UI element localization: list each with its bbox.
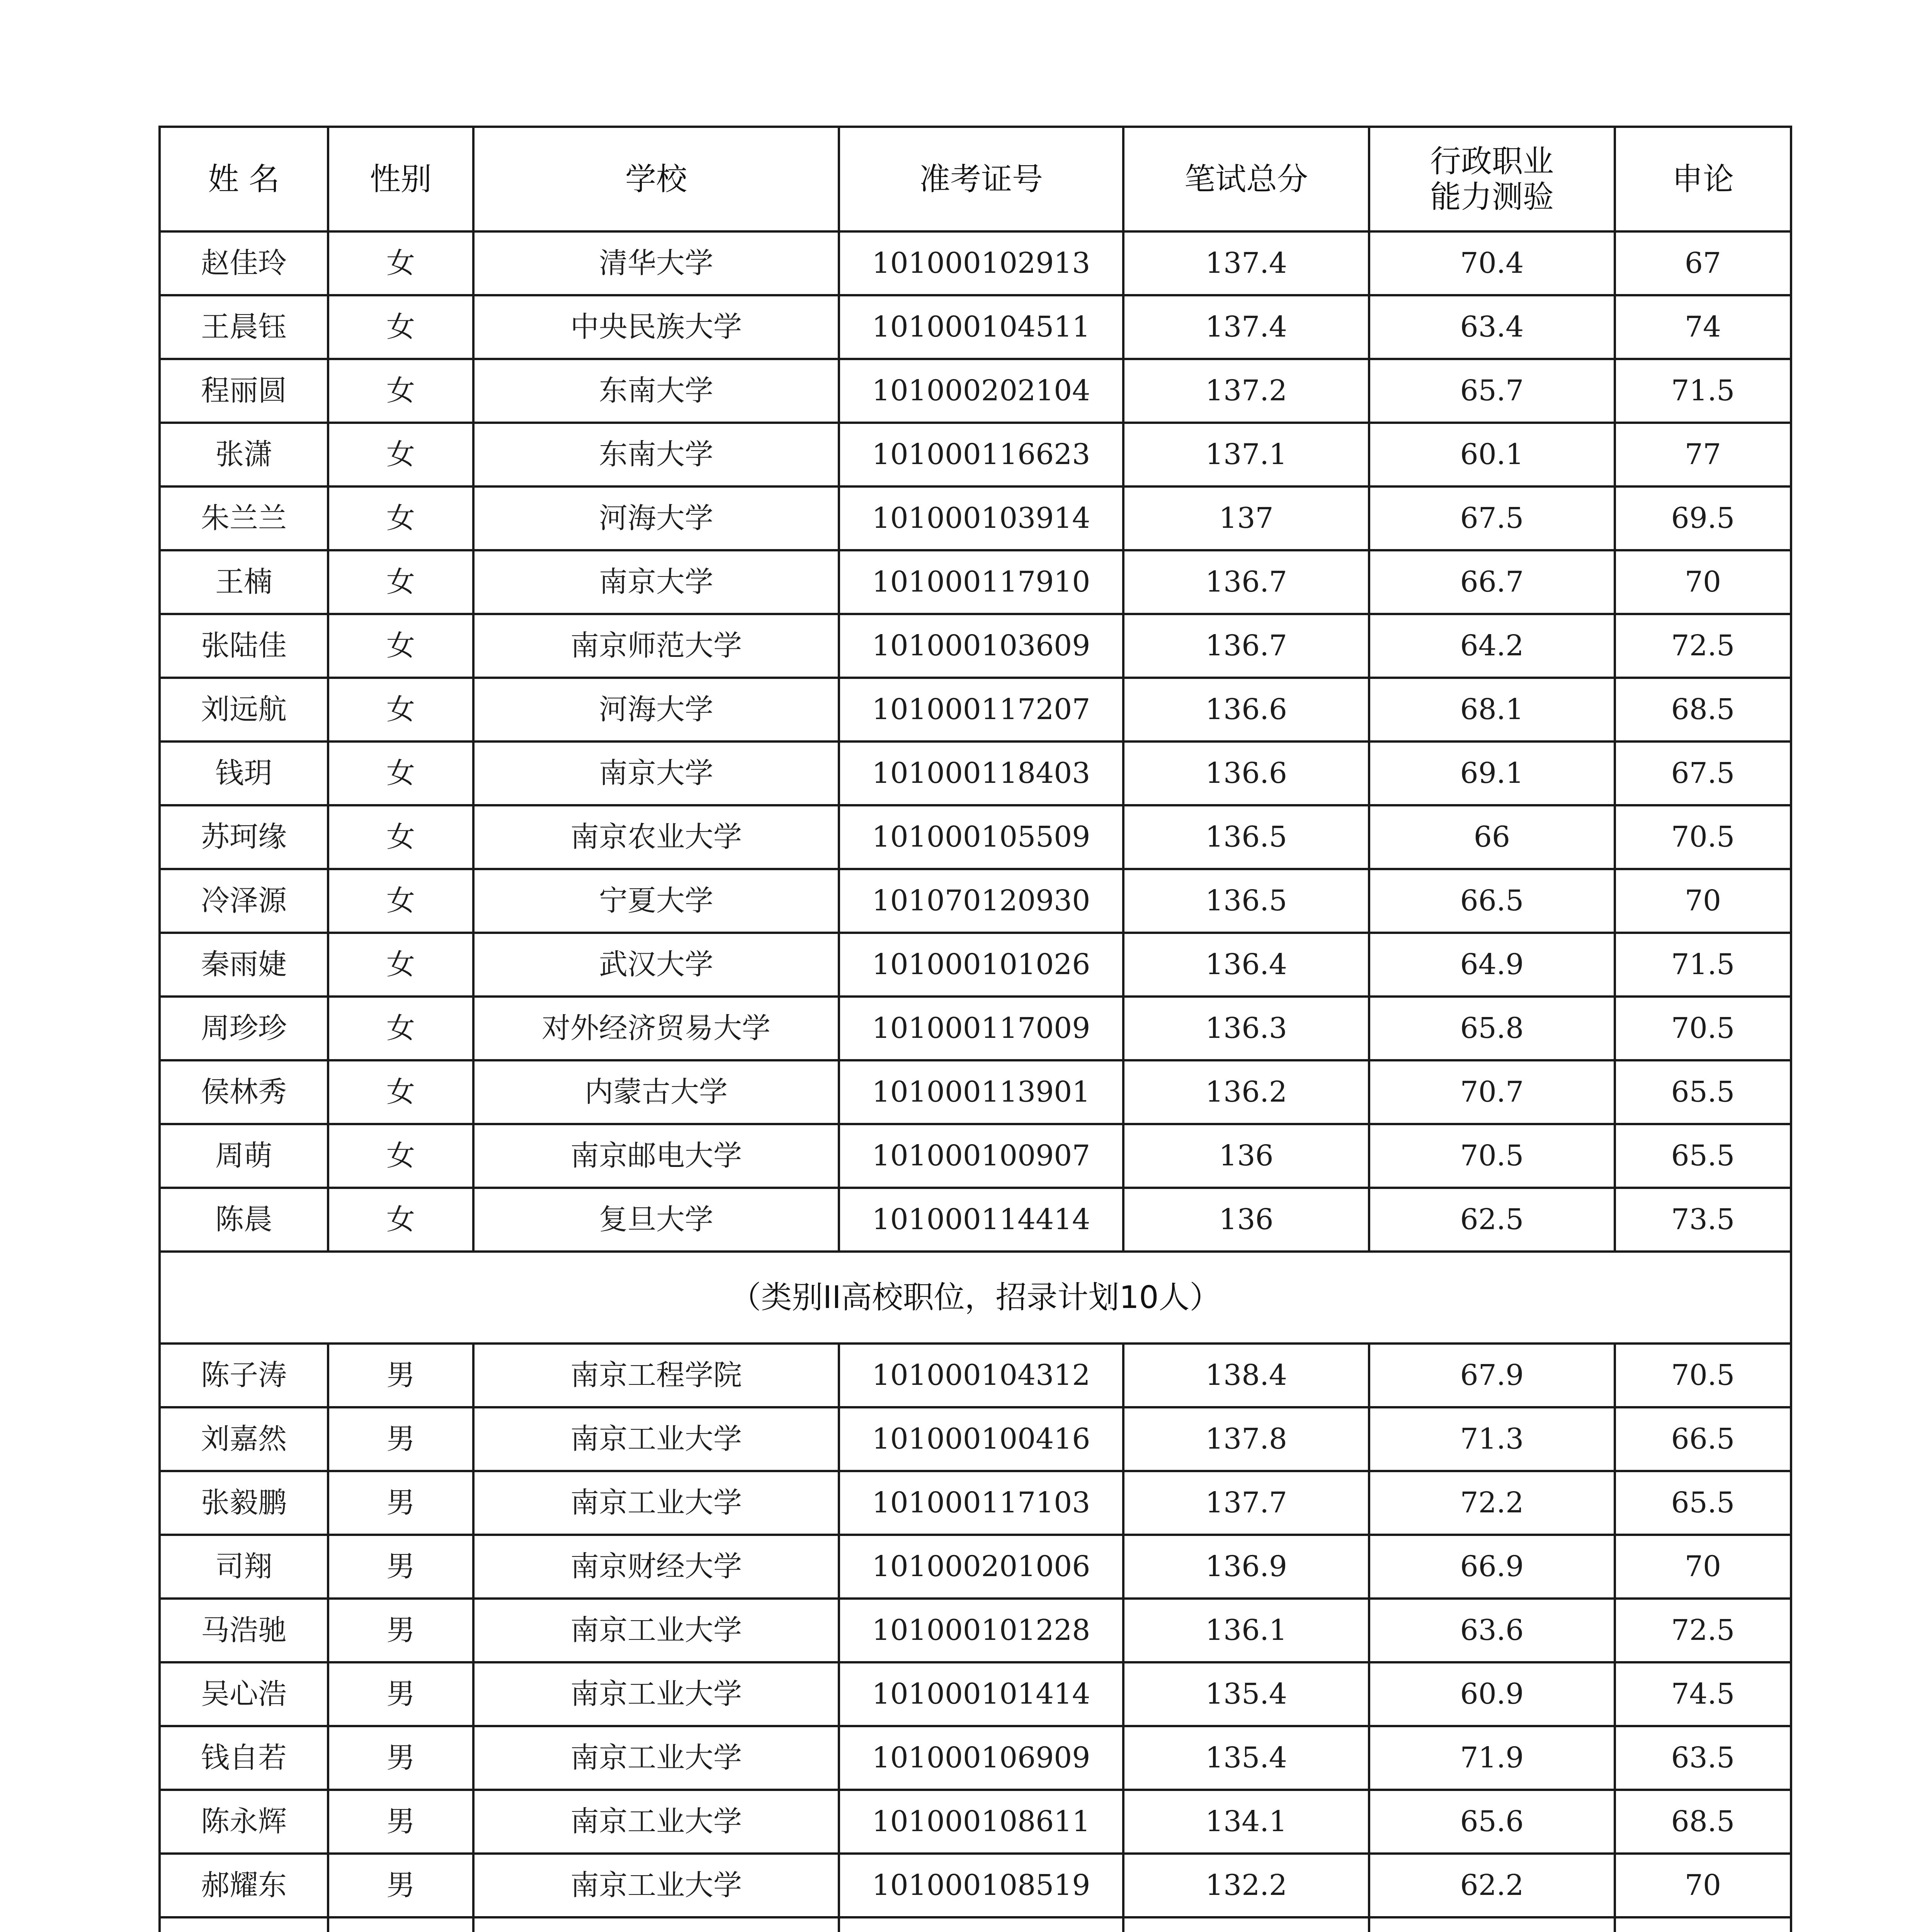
cell-gender: 女 bbox=[328, 678, 473, 742]
table-row bbox=[160, 1726, 1791, 1790]
cell-written-total: 136.3 bbox=[1123, 997, 1369, 1060]
table-row bbox=[160, 1917, 1791, 1932]
table-row bbox=[160, 1124, 1791, 1188]
cell-school bbox=[473, 1917, 839, 1932]
cell-aptitude: 70.5 bbox=[1369, 1124, 1615, 1188]
cell-essay: 74 bbox=[1615, 295, 1791, 359]
cell-essay: 70 bbox=[1615, 1854, 1791, 1917]
cell-essay: 68.5 bbox=[1615, 1790, 1791, 1854]
cell-exam-id: 101000108611 bbox=[839, 1790, 1123, 1854]
cell-written-total: 136.7 bbox=[1123, 550, 1369, 614]
cell-essay: 71.5 bbox=[1615, 933, 1791, 997]
cell-written-total bbox=[1123, 1917, 1369, 1932]
cell-essay: 65.5 bbox=[1615, 1060, 1791, 1124]
cell-aptitude bbox=[1369, 1917, 1615, 1932]
cell-exam-id: 101000114414 bbox=[839, 1188, 1123, 1252]
results-table bbox=[158, 126, 1792, 1932]
cell-exam-id: 101000104511 bbox=[839, 295, 1123, 359]
table-row bbox=[160, 1407, 1791, 1471]
cell-exam-id: 101000100416 bbox=[839, 1407, 1123, 1471]
cell-name: 司翔 bbox=[160, 1535, 328, 1599]
cell-gender: 女 bbox=[328, 550, 473, 614]
cell-exam-id: 101000100907 bbox=[839, 1124, 1123, 1188]
table-row bbox=[160, 359, 1791, 423]
header-school: 学校 bbox=[473, 127, 839, 231]
cell-name: 刘嘉然 bbox=[160, 1407, 328, 1471]
cell-name: 秦雨婕 bbox=[160, 933, 328, 997]
cell-name: 张毅鹏 bbox=[160, 1471, 328, 1535]
cell-written-total: 134.1 bbox=[1123, 1790, 1369, 1854]
cell-essay: 70 bbox=[1615, 1535, 1791, 1599]
cell-school: 东南大学 bbox=[473, 359, 839, 423]
cell-exam-id: 101000106909 bbox=[839, 1726, 1123, 1790]
cell-gender: 女 bbox=[328, 486, 473, 550]
cell-gender: 男 bbox=[328, 1726, 473, 1790]
cell-gender: 男 bbox=[328, 1471, 473, 1535]
cell-exam-id: 101000202104 bbox=[839, 359, 1123, 423]
cell-gender: 男 bbox=[328, 1344, 473, 1407]
cell-name: 钱自若 bbox=[160, 1726, 328, 1790]
cell-name: 朱兰兰 bbox=[160, 486, 328, 550]
cell-name: 周萌 bbox=[160, 1124, 328, 1188]
cell-aptitude: 60.1 bbox=[1369, 423, 1615, 486]
cell-gender: 男 bbox=[328, 1535, 473, 1599]
table-row bbox=[160, 1599, 1791, 1662]
cell-exam-id: 101000103914 bbox=[839, 486, 1123, 550]
cell-gender: 女 bbox=[328, 933, 473, 997]
cell-gender: 男 bbox=[328, 1407, 473, 1471]
cell-exam-id: 101000105509 bbox=[839, 805, 1123, 869]
cell-exam-id: 101000102913 bbox=[839, 231, 1123, 295]
cell-gender: 女 bbox=[328, 1124, 473, 1188]
cell-aptitude: 65.8 bbox=[1369, 997, 1615, 1060]
cell-written-total: 138.4 bbox=[1123, 1344, 1369, 1407]
cell-essay: 70.5 bbox=[1615, 1344, 1791, 1407]
cell-school: 南京工业大学 bbox=[473, 1790, 839, 1854]
cell-name: 周珍珍 bbox=[160, 997, 328, 1060]
cell-exam-id: 101000108519 bbox=[839, 1854, 1123, 1917]
table-row bbox=[160, 614, 1791, 678]
cell-written-total: 136.4 bbox=[1123, 933, 1369, 997]
cell-essay: 69.5 bbox=[1615, 486, 1791, 550]
cell-school: 宁夏大学 bbox=[473, 869, 839, 933]
cell-exam-id: 101000117009 bbox=[839, 997, 1123, 1060]
cell-aptitude: 63.4 bbox=[1369, 295, 1615, 359]
cell-exam-id: 101000117910 bbox=[839, 550, 1123, 614]
cell-gender: 女 bbox=[328, 869, 473, 933]
cell-name: 苏珂缘 bbox=[160, 805, 328, 869]
cell-aptitude: 66 bbox=[1369, 805, 1615, 869]
table-row bbox=[160, 997, 1791, 1060]
cell-school: 南京工业大学 bbox=[473, 1471, 839, 1535]
cell-gender bbox=[328, 1917, 473, 1932]
cell-gender: 女 bbox=[328, 805, 473, 869]
cell-written-total: 136.7 bbox=[1123, 614, 1369, 678]
cell-essay: 72.5 bbox=[1615, 614, 1791, 678]
cell-exam-id: 101000101228 bbox=[839, 1599, 1123, 1662]
cell-essay: 70.5 bbox=[1615, 805, 1791, 869]
cell-gender: 男 bbox=[328, 1790, 473, 1854]
cell-essay bbox=[1615, 1917, 1791, 1932]
cell-written-total: 136.5 bbox=[1123, 805, 1369, 869]
cell-essay: 66.5 bbox=[1615, 1407, 1791, 1471]
cell-essay: 67 bbox=[1615, 231, 1791, 295]
table-row bbox=[160, 1344, 1791, 1407]
cell-essay: 74.5 bbox=[1615, 1662, 1791, 1726]
cell-essay: 77 bbox=[1615, 423, 1791, 486]
cell-gender: 女 bbox=[328, 1188, 473, 1252]
cell-exam-id: 101000117103 bbox=[839, 1471, 1123, 1535]
cell-essay: 65.5 bbox=[1615, 1124, 1791, 1188]
cell-school: 武汉大学 bbox=[473, 933, 839, 997]
cell-essay: 68.5 bbox=[1615, 678, 1791, 742]
cell-written-total: 137 bbox=[1123, 486, 1369, 550]
cell-written-total: 137.7 bbox=[1123, 1471, 1369, 1535]
table-row bbox=[160, 1662, 1791, 1726]
table-row bbox=[160, 742, 1791, 805]
cell-name: 刘远航 bbox=[160, 678, 328, 742]
cell-written-total: 136.2 bbox=[1123, 1060, 1369, 1124]
cell-aptitude: 71.3 bbox=[1369, 1407, 1615, 1471]
cell-school: 南京邮电大学 bbox=[473, 1124, 839, 1188]
cell-school: 南京大学 bbox=[473, 742, 839, 805]
cell-gender: 女 bbox=[328, 997, 473, 1060]
group-a-body bbox=[160, 231, 1791, 1252]
cell-essay: 63.5 bbox=[1615, 1726, 1791, 1790]
cell-exam-id: 101000113901 bbox=[839, 1060, 1123, 1124]
cell-written-total: 136 bbox=[1123, 1188, 1369, 1252]
cell-written-total: 137.8 bbox=[1123, 1407, 1369, 1471]
table-row bbox=[160, 550, 1791, 614]
cell-aptitude: 60.9 bbox=[1369, 1662, 1615, 1726]
cell-name: 陈晨 bbox=[160, 1188, 328, 1252]
cell-gender: 女 bbox=[328, 614, 473, 678]
cell-written-total: 137.1 bbox=[1123, 423, 1369, 486]
cell-aptitude: 67.5 bbox=[1369, 486, 1615, 550]
cell-school: 河海大学 bbox=[473, 678, 839, 742]
cell-aptitude: 63.6 bbox=[1369, 1599, 1615, 1662]
cell-written-total: 136.1 bbox=[1123, 1599, 1369, 1662]
cell-school: 南京财经大学 bbox=[473, 1535, 839, 1599]
cell-essay: 65.5 bbox=[1615, 1471, 1791, 1535]
cell-exam-id: 101000117207 bbox=[839, 678, 1123, 742]
table-row bbox=[160, 1060, 1791, 1124]
cell-name: 钱玥 bbox=[160, 742, 328, 805]
cell-name: 侯林秀 bbox=[160, 1060, 328, 1124]
group-b-body bbox=[160, 1344, 1791, 1932]
cell-school: 中央民族大学 bbox=[473, 295, 839, 359]
table-row bbox=[160, 933, 1791, 997]
cell-aptitude: 72.2 bbox=[1369, 1471, 1615, 1535]
cell-name: 冷泽源 bbox=[160, 869, 328, 933]
cell-school: 南京大学 bbox=[473, 550, 839, 614]
cell-written-total: 137.2 bbox=[1123, 359, 1369, 423]
cell-written-total: 136.6 bbox=[1123, 678, 1369, 742]
cell-school: 内蒙古大学 bbox=[473, 1060, 839, 1124]
cell-written-total: 136 bbox=[1123, 1124, 1369, 1188]
cell-essay: 73.5 bbox=[1615, 1188, 1791, 1252]
cell-aptitude: 62.2 bbox=[1369, 1854, 1615, 1917]
table-row bbox=[160, 231, 1791, 295]
cell-essay: 67.5 bbox=[1615, 742, 1791, 805]
cell-name: 陈子涛 bbox=[160, 1344, 328, 1407]
cell-aptitude: 64.2 bbox=[1369, 614, 1615, 678]
cell-school: 南京农业大学 bbox=[473, 805, 839, 869]
table-row bbox=[160, 1790, 1791, 1854]
cell-exam-id: 101000118403 bbox=[839, 742, 1123, 805]
table-row bbox=[160, 869, 1791, 933]
cell-school: 南京工业大学 bbox=[473, 1599, 839, 1662]
cell-aptitude: 64.9 bbox=[1369, 933, 1615, 997]
cell-school: 南京工业大学 bbox=[473, 1662, 839, 1726]
cell-gender: 女 bbox=[328, 742, 473, 805]
cell-name: 王楠 bbox=[160, 550, 328, 614]
cell-school: 东南大学 bbox=[473, 423, 839, 486]
cell-name: 程丽圆 bbox=[160, 359, 328, 423]
cell-school: 南京工程学院 bbox=[473, 1344, 839, 1407]
cell-name: 张陆佳 bbox=[160, 614, 328, 678]
cell-school: 河海大学 bbox=[473, 486, 839, 550]
cell-aptitude: 66.7 bbox=[1369, 550, 1615, 614]
header-essay: 申论 bbox=[1615, 127, 1791, 231]
cell-aptitude: 62.5 bbox=[1369, 1188, 1615, 1252]
table-row bbox=[160, 1188, 1791, 1252]
cell-school: 对外经济贸易大学 bbox=[473, 997, 839, 1060]
table-row bbox=[160, 805, 1791, 869]
cell-gender: 女 bbox=[328, 295, 473, 359]
cell-school: 南京工业大学 bbox=[473, 1407, 839, 1471]
cell-gender: 女 bbox=[328, 423, 473, 486]
cell-name: 赵佳玲 bbox=[160, 231, 328, 295]
header-aptitude-line-2: 能力测验 bbox=[1430, 179, 1554, 215]
cell-written-total: 132.2 bbox=[1123, 1854, 1369, 1917]
cell-gender: 男 bbox=[328, 1854, 473, 1917]
header-gender: 性别 bbox=[328, 127, 473, 231]
cell-written-total: 135.4 bbox=[1123, 1662, 1369, 1726]
cell-written-total: 137.4 bbox=[1123, 231, 1369, 295]
cell-gender: 男 bbox=[328, 1662, 473, 1726]
cell-name: 张潇 bbox=[160, 423, 328, 486]
cell-gender: 女 bbox=[328, 231, 473, 295]
cell-aptitude: 68.1 bbox=[1369, 678, 1615, 742]
cell-aptitude: 69.1 bbox=[1369, 742, 1615, 805]
table-row bbox=[160, 1854, 1791, 1917]
cell-aptitude: 66.5 bbox=[1369, 869, 1615, 933]
table-header-row bbox=[160, 127, 1791, 231]
cell-name: 吴心浩 bbox=[160, 1662, 328, 1726]
cell-name: 马浩驰 bbox=[160, 1599, 328, 1662]
cell-written-total: 136.9 bbox=[1123, 1535, 1369, 1599]
cell-exam-id: 101000101026 bbox=[839, 933, 1123, 997]
header-name: 姓 名 bbox=[160, 127, 328, 231]
cell-exam-id: 101000104312 bbox=[839, 1344, 1123, 1407]
header-exam-id: 准考证号 bbox=[839, 127, 1123, 231]
table-row bbox=[160, 1535, 1791, 1599]
cell-exam-id: 101000101414 bbox=[839, 1662, 1123, 1726]
cell-essay: 72.5 bbox=[1615, 1599, 1791, 1662]
cell-aptitude: 70.7 bbox=[1369, 1060, 1615, 1124]
header-aptitude-line-1: 行政职业 bbox=[1430, 143, 1554, 179]
section-body bbox=[160, 1252, 1791, 1344]
cell-name bbox=[160, 1917, 328, 1932]
table-row bbox=[160, 486, 1791, 550]
cell-exam-id: 101000116623 bbox=[839, 423, 1123, 486]
cell-essay: 70.5 bbox=[1615, 997, 1791, 1060]
cell-gender: 男 bbox=[328, 1599, 473, 1662]
cell-name: 陈永辉 bbox=[160, 1790, 328, 1854]
cell-school: 南京工业大学 bbox=[473, 1726, 839, 1790]
cell-aptitude: 65.7 bbox=[1369, 359, 1615, 423]
cell-exam-id bbox=[839, 1917, 1123, 1932]
cell-name: 郝耀东 bbox=[160, 1854, 328, 1917]
cell-written-total: 137.4 bbox=[1123, 295, 1369, 359]
cell-exam-id: 101000103609 bbox=[839, 614, 1123, 678]
cell-school: 南京师范大学 bbox=[473, 614, 839, 678]
cell-essay: 70 bbox=[1615, 550, 1791, 614]
cell-written-total: 136.5 bbox=[1123, 869, 1369, 933]
section-row bbox=[160, 1252, 1791, 1344]
cell-name: 王晨钰 bbox=[160, 295, 328, 359]
header-aptitude-test bbox=[1369, 127, 1615, 231]
cell-written-total: 135.4 bbox=[1123, 1726, 1369, 1790]
cell-essay: 71.5 bbox=[1615, 359, 1791, 423]
table-row bbox=[160, 1471, 1791, 1535]
cell-school: 复旦大学 bbox=[473, 1188, 839, 1252]
cell-school: 南京工业大学 bbox=[473, 1854, 839, 1917]
cell-aptitude: 65.6 bbox=[1369, 1790, 1615, 1854]
section-label: （类别II高校职位，招录计划10人） bbox=[160, 1252, 1791, 1344]
cell-aptitude: 66.9 bbox=[1369, 1535, 1615, 1599]
cell-aptitude: 67.9 bbox=[1369, 1344, 1615, 1407]
cell-written-total: 136.6 bbox=[1123, 742, 1369, 805]
cell-gender: 女 bbox=[328, 1060, 473, 1124]
cell-gender: 女 bbox=[328, 359, 473, 423]
cell-exam-id: 101000201006 bbox=[839, 1535, 1123, 1599]
table-row bbox=[160, 423, 1791, 486]
cell-aptitude: 70.4 bbox=[1369, 231, 1615, 295]
table-row bbox=[160, 295, 1791, 359]
table-row bbox=[160, 678, 1791, 742]
cell-exam-id: 101070120930 bbox=[839, 869, 1123, 933]
header-written-total: 笔试总分 bbox=[1123, 127, 1369, 231]
cell-aptitude: 71.9 bbox=[1369, 1726, 1615, 1790]
cell-school: 清华大学 bbox=[473, 231, 839, 295]
cell-essay: 70 bbox=[1615, 869, 1791, 933]
